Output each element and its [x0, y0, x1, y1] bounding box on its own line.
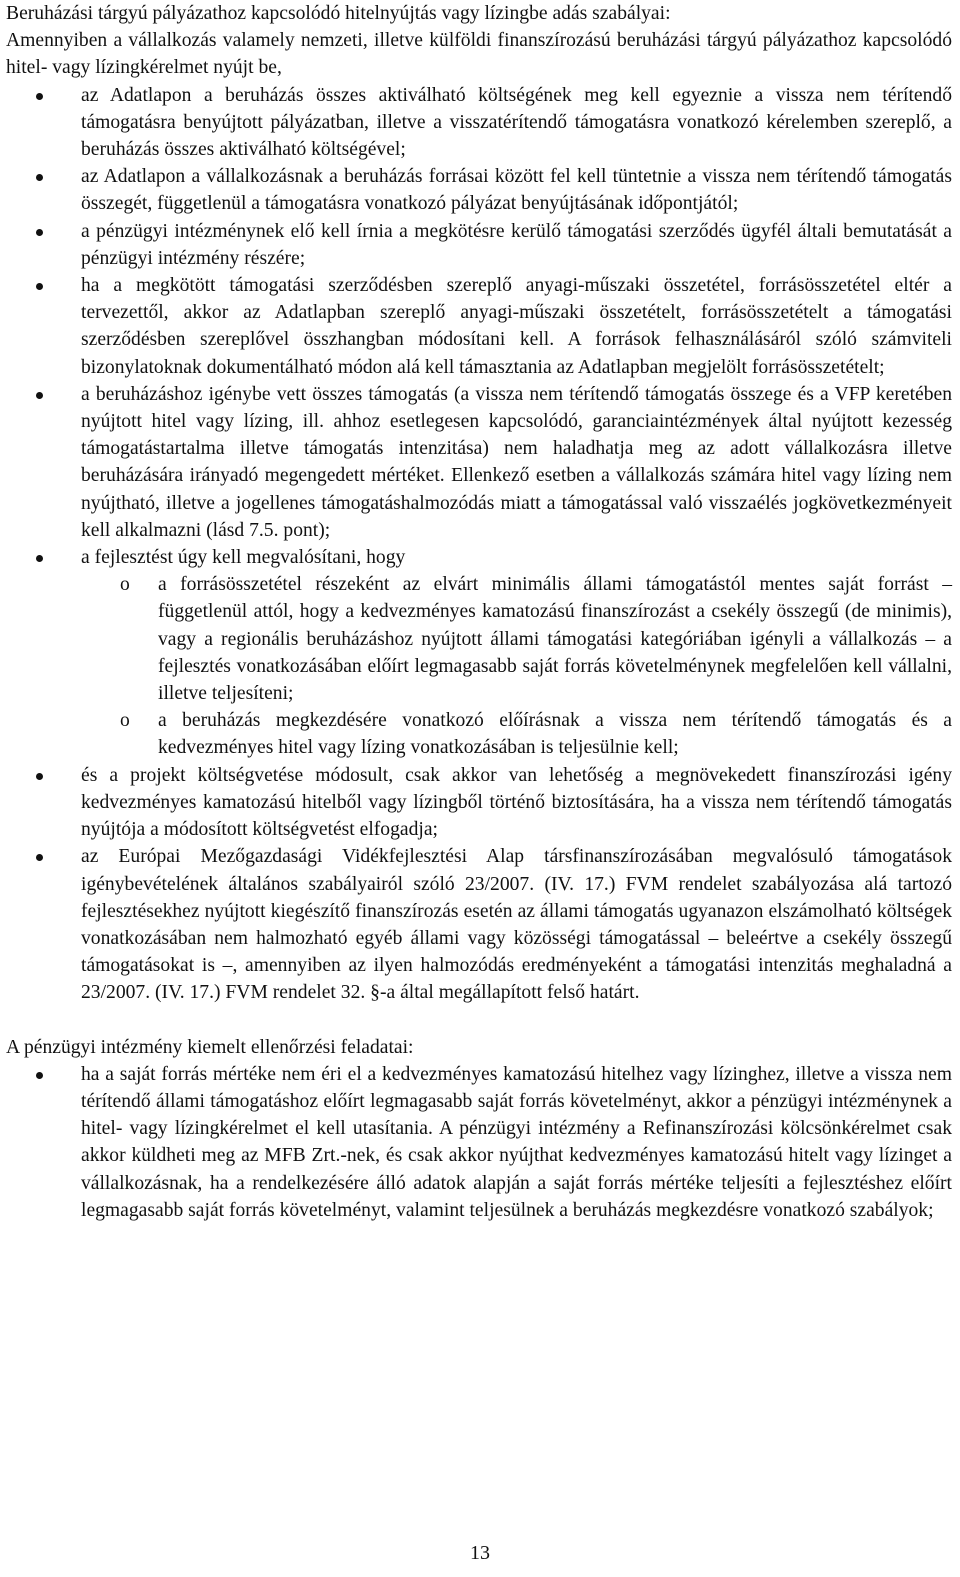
circle-bullet-icon: o: [120, 710, 130, 732]
bullet-icon: [36, 1072, 43, 1079]
circle-bullet-icon: o: [120, 574, 130, 596]
list-item: ha a saját forrás mértéke nem éri el a kedvezményes kamatozású hitelhez vagy lízinghez, illetve a vissza nem térítendő állami támogatáshoz előírt legmagasabb saját forrás követelményt, akkor a pénzügyi intézménynek a hitel- vagy lízingkérelmet el kell utasítania. A pénzügyi intézmény a Refinanszírozási kölcsönkérelmet csak akkor küldheti meg az MFB Zrt.-nek, és csak akkor nyújthat kedvezményes kamatozású hitelt vagy lízinget a vállalkozásnak, ha a rendelkezésére álló adatok alapján a saját forrás mértéke teljesíti a fejlesztéshez előírt legmagasabb saját forrás követelményt, valamint teljesülnek a beruházás megkezdésre vonatkozó szabályok;: [6, 1061, 952, 1224]
bullet-icon: [36, 555, 43, 562]
bullet-icon: [36, 773, 43, 780]
section2-title: A pénzügyi intézmény kiemelt ellenőrzési feladatai:: [6, 1036, 414, 1058]
sub-list-item: o a beruházás megkezdésére vonatkozó előírásnak a vissza nem térítendő támogatás és a kedvezményes hitel vagy lízing vonatkozásában is teljesülnie kell;: [81, 707, 952, 761]
section2-bullet-list: [6, 1061, 952, 1224]
list-item: a fejlesztést úgy kell megvalósítani, hogy o a forrásösszetétel részeként az elvárt minimális állami támogatástól mentes saját forrást – függetlenül attól, hogy a kedvezményes kamatozású finanszírozást a csekély összegű (de minimis), vagy a regionális beruházáshoz nyújtott állami támogatási kategóriában igényli a vállalkozás – a fejlesztés vonatkozásában előírt legmagasabb saját forrás követelménynek megfelelően kell vállalni, illetve teljesíteni; o a beruházás megkezdésére vonatkozó előírásnak a vissza nem térítendő támogatás és a kedvezményes hitel vagy lízing vonatkozásában is teljesülnie kell;: [6, 544, 952, 762]
section1-title: Beruházási tárgyú pályázathoz kapcsolódó hitelnyújtás vagy lízingbe adás szabályai:: [6, 3, 671, 24]
bullet-icon: [36, 283, 43, 290]
section1-bullet-list: [6, 82, 952, 1007]
list-item: a pénzügyi intézménynek elő kell írnia a megkötésre kerülő támogatási szerződés ügyfél általi bemutatását a pénzügyi intézmény részére;: [6, 218, 952, 272]
bullet-icon: [36, 93, 43, 100]
bullet-icon: [36, 392, 43, 399]
list-item: a beruházáshoz igénybe vett összes támogatás (a vissza nem térítendő támogatás összege és a VFP keretében nyújtott hitel vagy lízing, ill. ahhoz esetlegesen kapcsolódó, garanciaintézmények által nyújtott kezesség támogatástartalma illetve támogatás intenzitása) nem haladhatja meg az adott vállalkozásra illetve beruházására irányadó megengedett mértéket. Ellenkező esetben a vállalkozás számára hitel vagy lízing nem nyújtható, illetve a jogellenes támogatáshalmozódás miatt a támogatással való visszaélés jogkövetkezményeit kell alkalmazni (lásd 7.5. pont);: [6, 381, 952, 544]
list-item: az Adatlapon a beruházás összes aktiválható költségének meg kell egyeznie a vissza nem térítendő támogatásra benyújtott pályázatban, illetve a visszatérítendő támogatásra vonatkozó kérelemben szereplő, a beruházás összes aktiválható költségével;: [6, 82, 952, 164]
bullet-icon: [36, 229, 43, 236]
document-page: [6, 0, 952, 1224]
list-item: és a projekt költségvetése módosult, csak akkor van lehetőség a megnövekedett finanszírozási igény kedvezményes kamatozású hitelből vagy lízingből történő biztosítására, ha a vissza nem térítendő támogatás nyújtója a módosított költségvetést elfogadja;: [6, 762, 952, 844]
page-number: 13: [470, 1542, 490, 1564]
sub-list-item: o a forrásösszetétel részeként az elvárt minimális állami támogatástól mentes saját forrást – függetlenül attól, hogy a kedvezményes kamatozású finanszírozást a csekély összegű (de minimis), vagy a regionális beruházáshoz nyújtott állami támogatási kategóriában igényli a vállalkozás – a fejlesztés vonatkozásában előírt legmagasabb saját forrás követelménynek megfelelően kell vállalni, illetve teljesíteni;: [81, 571, 952, 707]
sub-bullet-list: [81, 571, 952, 761]
bullet-icon: [36, 174, 43, 181]
list-item: az Adatlapon a vállalkozásnak a beruházás forrásai között fel kell tüntetnie a vissza nem térítendő támogatás összegét, függetlenül a támogatásra vonatkozó pályázat benyújtásának időpontjától;: [6, 163, 952, 217]
section-gap: [6, 1007, 952, 1034]
bullet-icon: [36, 854, 43, 861]
list-item: az Európai Mezőgazdasági Vidékfejlesztési Alap társfinanszírozásában megvalósuló támogatások igénybevételének általános szabályairól szóló 23/2007. (IV. 17.) FVM rendelet szabályozása alá tartozó fejlesztésekhez nyújtott kiegészítő finanszírozás esetén az állami támogatás ugyanazon elszámolható költségek vonatkozásában nem halmozható egyéb állami vagy közösségi támogatással – beleértve a csekély összegű támogatásokat is –, amennyiben az ilyen halmozódás eredményeként a támogatási intenzitás meghaladná a 23/2007. (IV. 17.) FVM rendelet 32. §-a által megállapított felső határt.: [6, 843, 952, 1006]
section1-intro: Amennyiben a vállalkozás valamely nemzeti, illetve külföldi finanszírozású beruházási tárgyú pályázathoz kapcsolódó hitel- vagy lízingkérelmet nyújt be,: [6, 30, 952, 79]
list-item: ha a megkötött támogatási szerződésben szereplő anyagi-műszaki összetétel, forrásösszetétel eltér a tervezettől, akkor az Adatlapban szereplő anyagi-műszaki összetételt, forrásösszetételt a támogatási szerződésben szereplővel összhangban módosítani kell. A források felhasználásáról szóló számviteli bizonylatoknak dokumentálható módon alá kell támasztania az Adatlapban megjelölt forrásösszetételt;: [6, 272, 952, 381]
